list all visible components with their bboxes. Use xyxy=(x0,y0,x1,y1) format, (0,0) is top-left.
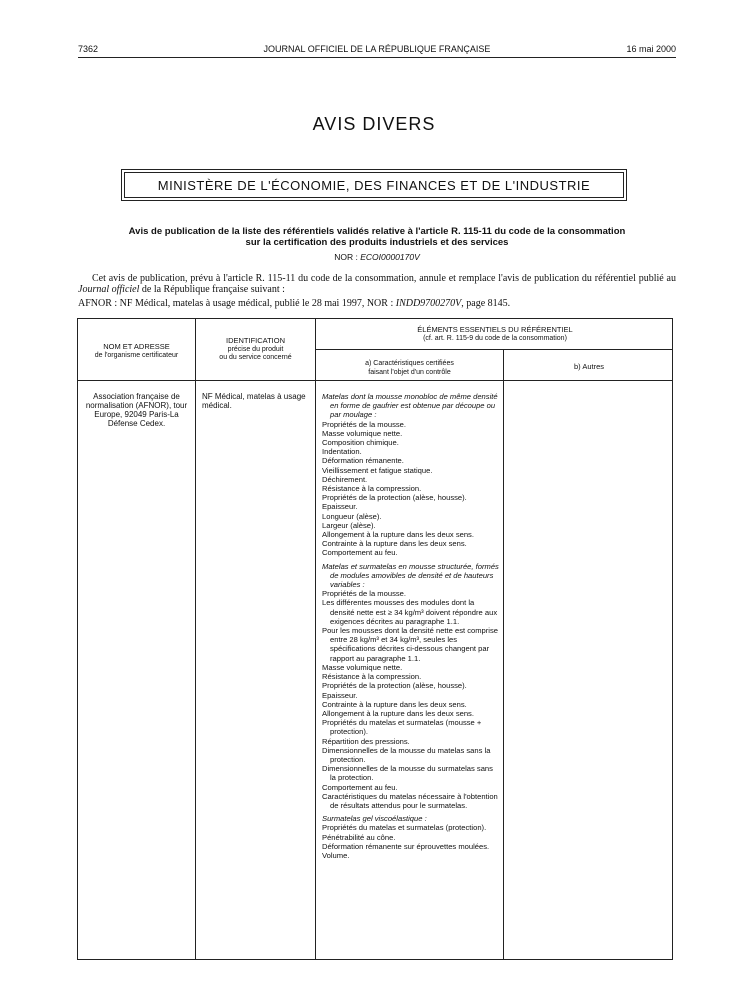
col-elements-header-subtitle: (cf. art. R. 115-9 du code de la consommation) xyxy=(423,334,567,342)
column-divider xyxy=(315,319,316,959)
list-item: Propriétés de la mousse. xyxy=(322,589,406,599)
issue-date: 16 mai 2000 xyxy=(626,44,676,54)
list-block-2 xyxy=(322,589,500,810)
list-item: Longueur (alèse). xyxy=(322,511,382,521)
column-divider xyxy=(195,319,196,959)
list-item: Déformation rémanente. xyxy=(322,456,404,466)
afnor-nor: INDD9700270V xyxy=(395,298,462,309)
section-title: AVIS DIVERS xyxy=(312,114,436,134)
list-item: Déchirement. xyxy=(322,474,368,484)
notice-title-line-2: sur la certification des produits industriels et des services xyxy=(245,237,509,248)
col-product-header-sub1: précise du produit xyxy=(227,345,284,353)
list-item: Comportement au feu. xyxy=(322,782,398,792)
list-item: Caractéristiques du matelas nécessaire à l'obtention de résultats attendus pour le surmatelas. xyxy=(322,791,498,810)
col-organism-header-subtitle: de l'organisme certificateur xyxy=(94,351,179,359)
list-item: Résistance à la compression. xyxy=(322,672,422,682)
running-header xyxy=(78,44,676,58)
list-item: Vieillissement et fatigue statique. xyxy=(322,465,433,475)
referential-table xyxy=(77,318,673,960)
afnor-reference xyxy=(78,298,676,309)
page-number: 7362 xyxy=(78,44,99,54)
nor-label: NOR : xyxy=(334,252,358,262)
certified-characteristics-cell xyxy=(322,392,500,860)
list-item: Epaisseur. xyxy=(322,502,358,512)
list-item: Comportement au feu. xyxy=(322,548,398,558)
list-item: Contrainte à la rupture dans les deux sens. xyxy=(322,539,467,549)
col-certified-header-line2: faisant l'objet d'un contrôle xyxy=(368,368,451,376)
product-cell: NF Médical, matelas à usage médical. xyxy=(202,392,306,410)
paragraph-text-a: Cet avis de publication, prévu à l'article R. 115-11 du code de la consommation, annule et remplace l'avis de publication du référentiel publié au xyxy=(92,273,676,284)
journal-title: JOURNAL OFFICIEL DE LA RÉPUBLIQUE FRANÇAISE xyxy=(263,44,491,54)
list-item: Allongement à la rupture dans les deux sens. xyxy=(322,708,474,718)
list-item: Les différentes mousses des modules dont la densité nette est ≥ 34 kg/m³ doivent répondre aux exigences décrites au paragraphe 1.1. xyxy=(322,598,498,626)
list-item: Volume. xyxy=(322,850,350,860)
col-organism-header xyxy=(78,343,195,360)
paragraph-journal: Journal officiel xyxy=(78,284,140,295)
header-subdivider xyxy=(316,349,672,350)
col-other-header: b) Autres xyxy=(573,362,604,371)
paragraph-text-b: de la République française suivant : xyxy=(141,284,285,295)
list-item: Propriétés de la protection (alèse, housse). xyxy=(322,681,467,691)
nor-reference xyxy=(78,252,676,262)
col-product-header xyxy=(196,337,315,363)
list-item: Dimensionnelles de la mousse du surmatelas sans la protection. xyxy=(322,764,493,783)
notice-paragraph xyxy=(78,273,676,295)
col-product-header-title: IDENTIFICATION xyxy=(225,336,286,345)
nor-value: ECOI0000170V xyxy=(360,252,420,262)
block-title: Surmatelas gel viscoélastique : xyxy=(322,814,427,824)
column-divider xyxy=(503,349,504,959)
col-certified-header-line1: a) Caractéristiques certifiées xyxy=(365,360,454,367)
col-product-header-sub2: ou du service concerné xyxy=(219,354,292,361)
list-block-3 xyxy=(322,823,500,860)
list-item: Déformation rémanente sur éprouvettes moulées. xyxy=(322,841,490,851)
list-item: Propriétés de la mousse. xyxy=(322,419,406,429)
block-title: Matelas dont la mousse monobloc de même densité en forme de gaufrier est obtenue par découpe ou par moulage : xyxy=(322,392,498,420)
list-item: Indentation. xyxy=(322,447,362,457)
col-elements-header-title: ÉLÉMENTS ESSENTIELS DU RÉFÉRENTIEL xyxy=(417,325,573,334)
list-item: Pour les mousses dont la densité nette est comprise entre 28 kg/m³ et 34 kg/m³, seules les spécifications décrites ci-dessous changent par rapport au paragraphe 1.1. xyxy=(322,626,499,663)
list-item: Masse volumique nette. xyxy=(322,428,403,438)
organism-cell: Association française de normalisation (AFNOR), tour Europe, 92049 Paris-La Défense Cedex. xyxy=(85,392,188,428)
list-item: Dimensionnelles de la mousse du matelas sans la protection. xyxy=(322,745,491,764)
list-block-1 xyxy=(322,420,500,558)
notice-title xyxy=(78,226,676,248)
col-certified-header xyxy=(316,360,503,377)
list-item: Répartition des pressions. xyxy=(322,736,410,746)
list-item: Pénétrabilité au cône. xyxy=(322,832,396,842)
list-item: Composition chimique. xyxy=(322,438,399,448)
list-item: Propriétés du matelas et surmatelas (mousse + protection). xyxy=(322,718,482,737)
list-item: Masse volumique nette. xyxy=(322,662,403,672)
ministry-box: MINISTÈRE DE L'ÉCONOMIE, DES FINANCES ET DE L'INDUSTRIE xyxy=(124,172,624,198)
list-item: Propriétés du matelas et surmatelas (protection). xyxy=(322,823,487,833)
list-item: Propriétés de la protection (alèse, housse). xyxy=(322,493,467,503)
block-title: Matelas et surmatelas en mousse structurée, formés de modules amovibles de densité et de hauteurs variables : xyxy=(322,561,499,590)
col-elements-header xyxy=(316,326,674,343)
header-divider xyxy=(78,57,676,58)
notice-title-line-1: Avis de publication de la liste des référentiels validés relative à l'article R. 115-11 du code de la consommation xyxy=(128,226,626,237)
header-bottom-rule xyxy=(78,380,672,381)
afnor-text-b: , page 8145. xyxy=(461,298,511,309)
list-item: Contrainte à la rupture dans les deux sens. xyxy=(322,699,467,709)
col-organism-header-title: NOM ET ADRESSE xyxy=(103,342,170,351)
list-item: Allongement à la rupture dans les deux sens. xyxy=(322,530,474,540)
afnor-text-a: AFNOR : NF Médical, matelas à usage médical, publié le 28 mai 1997, NOR : xyxy=(78,298,394,309)
list-item: Epaisseur. xyxy=(322,690,358,700)
list-item: Résistance à la compression. xyxy=(322,484,422,494)
list-item: Largeur (alèse). xyxy=(322,520,376,530)
